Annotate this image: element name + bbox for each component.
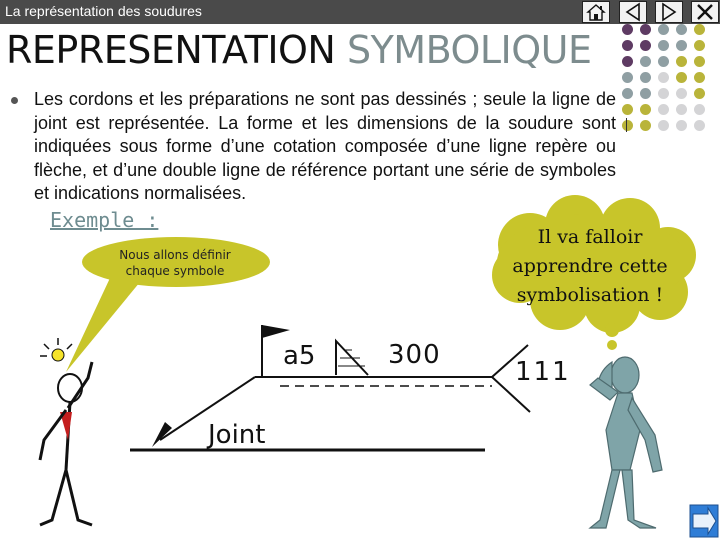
body-paragraph: Les cordons et les préparations ne sont pas dessinés ; seule la ligne de joint est représentée. La forme et les dimensions de la soudure sont indiquées sous forme d’une cotation composée d’une ligne repère ou flèche, et d’une double ligne de référence portant une série de symboles et indications normalisées. xyxy=(34,89,616,203)
stick-figure-idea xyxy=(40,338,92,525)
stick-figure-thinking xyxy=(590,357,662,528)
process-label: 111 xyxy=(515,357,571,387)
next-arrow-button[interactable] xyxy=(690,505,718,537)
window-title: La représentation des soudures xyxy=(5,3,202,19)
length-label: 300 xyxy=(388,340,441,370)
flag-icon xyxy=(262,325,290,338)
lightbulb-icon xyxy=(52,349,64,361)
slide-title-part1: REPRESENTATION xyxy=(6,28,336,72)
weld-symbol-diagram xyxy=(130,325,530,450)
example-label: Exemple : xyxy=(50,208,159,232)
speech-bubble-left-text: Nous allons définir chaque symbole xyxy=(119,248,231,278)
joint-label: Joint xyxy=(208,420,266,450)
slide-title-part2: SYMBOLIQUE xyxy=(346,28,592,72)
throat-label: a5 xyxy=(283,341,316,371)
thought-bubble-right-text: Il va falloir apprendre cette symbolisation ! xyxy=(512,226,668,306)
